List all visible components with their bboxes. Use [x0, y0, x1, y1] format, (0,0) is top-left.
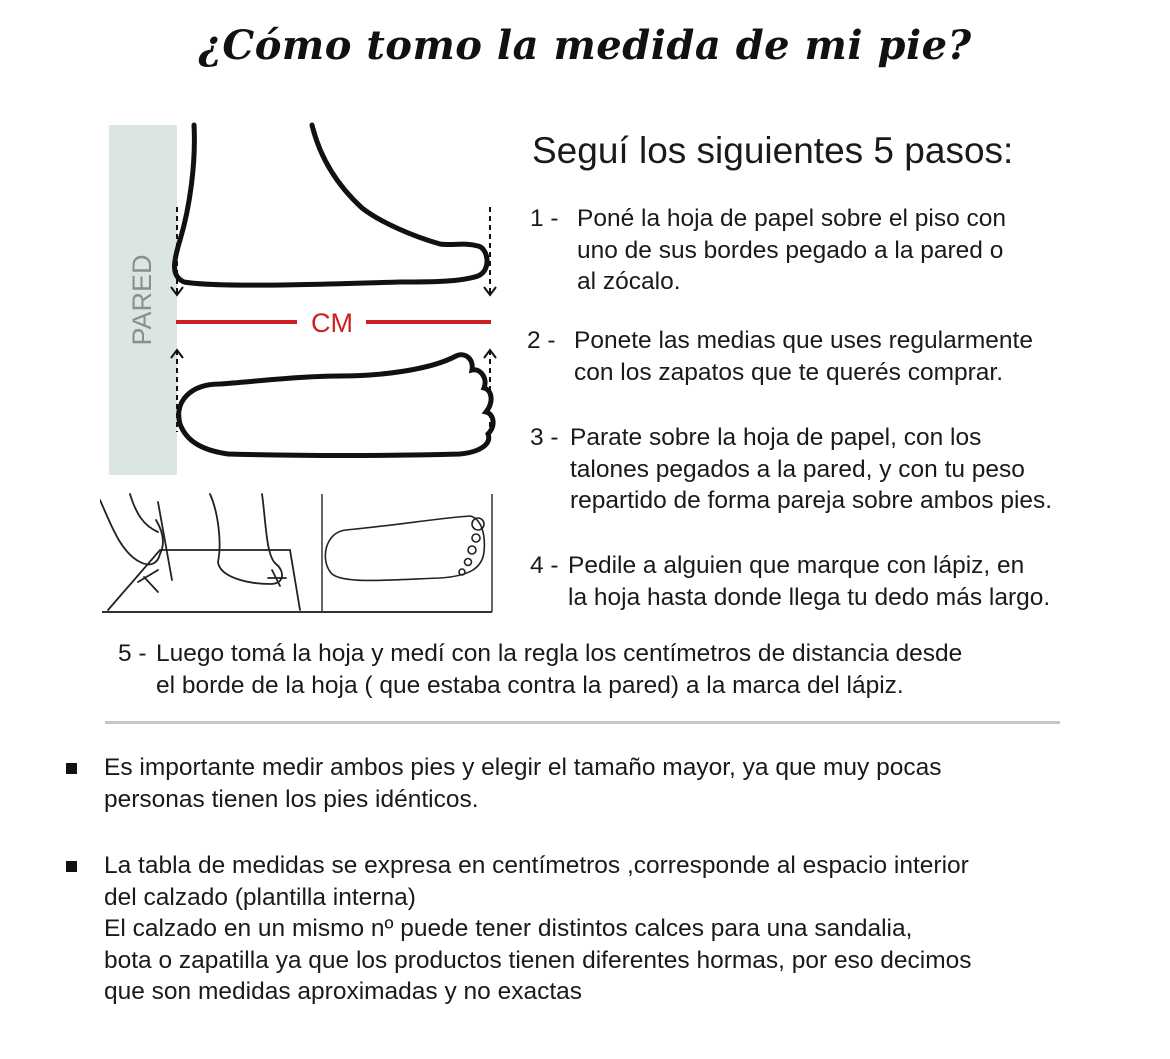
step-text-line: Ponete las medias que uses regularmente [574, 327, 1033, 354]
step-number: 4 - [530, 552, 559, 579]
note-text-line: personas tienen los pies idénticos. [104, 785, 479, 813]
note-text-line: bota o zapatilla ya que los productos tienen diferentes hormas, por eso decimos [104, 946, 972, 974]
bullet-square-icon [66, 763, 77, 774]
foot-measurement-illustration [100, 122, 500, 622]
note-item [66, 850, 1116, 1008]
note-text-line: que son medidas aproximadas y no exactas [104, 978, 583, 1005]
foot-side-view-icon [175, 125, 488, 285]
step-5 [118, 638, 962, 701]
step-2 [527, 325, 1033, 388]
step-text-line: repartido de forma pareja sobre ambos pies. [570, 487, 1053, 514]
step-text-line: con los zapatos que te querés comprar. [574, 358, 1004, 386]
marking-sketch-icon [100, 494, 300, 610]
step-text-line: Poné la hoja de papel sobre el piso con [577, 205, 1007, 232]
step-number: 1 - [530, 205, 559, 232]
bullet-square-icon [66, 861, 77, 872]
note-item [66, 752, 1116, 815]
step-text-line: la hoja hasta donde llega tu dedo más largo. [568, 583, 1051, 611]
step-text-line: Parate sobre la hoja de papel, con los [570, 424, 982, 451]
step-text-line: el borde de la hoja ( que estaba contra la pared) a la marca del lápiz. [156, 671, 904, 699]
step-number: 5 - [118, 640, 147, 667]
step-4 [530, 550, 1050, 613]
section-divider [105, 721, 1060, 724]
wall-label: PARED [127, 254, 158, 346]
step-text-line: uno de sus bordes pegado a la pared o [577, 236, 1004, 264]
note-text-line: La tabla de medidas se expresa en centímetros ,corresponde al espacio interior [104, 852, 969, 879]
step-number: 3 - [530, 424, 559, 451]
note-text-line: Es importante medir ambos pies y elegir el tamaño mayor, ya que muy pocas [104, 754, 942, 781]
step-1 [530, 203, 1006, 298]
step-text-line: Luego tomá la hoja y medí con la regla los centímetros de distancia desde [156, 640, 963, 667]
footprint-sketch-icon [325, 516, 484, 581]
step-3 [530, 422, 1052, 517]
foot-top-view-icon [179, 355, 493, 456]
note-text-line: El calzado en un mismo nº puede tener distintos calces para una sandalia, [104, 915, 913, 942]
step-text-line: talones pegados a la pared, y con tu peso [570, 455, 1025, 483]
measure-label: CM [311, 308, 353, 338]
step-text-line: al zócalo. [577, 268, 681, 295]
steps-heading: Seguí los siguientes 5 pasos: [532, 130, 1014, 171]
note-text-line: del calzado (plantilla interna) [104, 883, 416, 911]
step-number: 2 - [527, 327, 556, 354]
page-title: ¿Cómo tomo la medida de mi pie? [198, 22, 972, 69]
step-text-line: Pedile a alguien que marque con lápiz, en [568, 552, 1025, 579]
